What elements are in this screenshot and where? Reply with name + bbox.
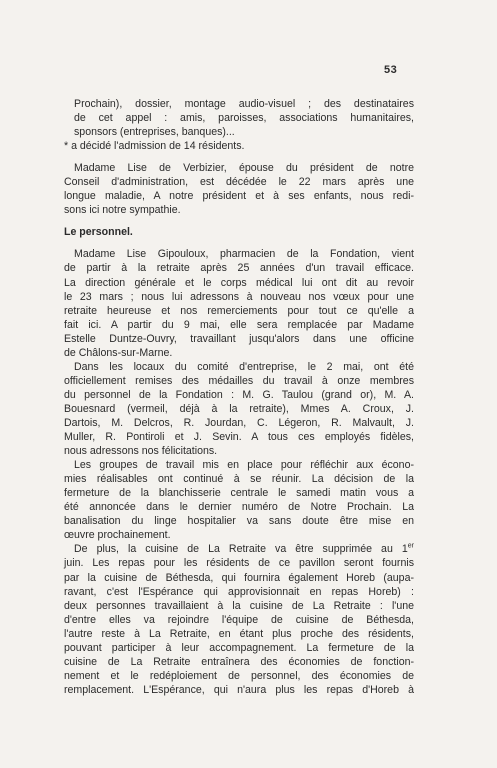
text-line: cuisine de La Retraite entraînera des économies de fonction- (64, 655, 414, 668)
text-line: du personnel de la Fondation : M. G. Taulou (grand or), M. A. (64, 388, 414, 401)
text-line: Conseil d'administration, est décédée le 22 mars après une (64, 176, 414, 189)
text-line: nous adressons nos félicitations. (64, 445, 218, 458)
text-line: banalisation du linge hospitalier va sans doute être mise en (64, 515, 414, 528)
text-line: l'autre reste à La Retraite, en étant plus proche des résidents, (64, 627, 414, 640)
document-body (64, 97, 414, 697)
text-line: Prochain), dossier, montage audio-visuel ; des destinataires (74, 98, 414, 110)
text-line: Les groupes de travail mis en place pour réfléchir aux écono- (74, 459, 414, 472)
text-line: longue maladie, A notre président et à ses enfants, nous redi- (64, 190, 414, 203)
text-line: pouvant participer à leur accompagnement. La fermeture de la (64, 641, 414, 654)
bullet-line: * a décidé l'admission de 14 résidents. (64, 140, 245, 153)
text-line: La direction générale et le corps médical lui ont dit au revoir (64, 276, 414, 289)
text-line: Dartois, M. Delcros, R. Jourdan, C. Légeron, R. Malvault, J. (64, 416, 414, 429)
text-line: Bouesnard (vermeil, déjà à la retraite), Mmes A. Croux, J. (64, 402, 414, 415)
text-line: juin. Les repas pour les résidents de ce pavillon seront fournis (64, 557, 414, 570)
text-line: le 23 mars ; nous lui adressons à nouveau nos vœux pour une (64, 290, 414, 303)
text-line: ravant, c'est l'Espérance qui approvisionnait en repas Horeb) : (64, 585, 414, 598)
text-line: Dans les locaux du comité d'entreprise, le 2 mai, ont été (74, 360, 414, 373)
section-heading: Le personnel. (64, 226, 133, 239)
text-line: été annoncée dans le dernier numéro de Notre Prochain. La (64, 501, 414, 514)
text-line: deux personnes travaillaient à la cuisine de La Retraite : l'une (64, 599, 414, 612)
text-line: Madame Lise Gipouloux, pharmacien de la Fondation, vient (74, 248, 414, 261)
text-line: sponsors (entreprises, banques)... (74, 126, 235, 139)
text-line: officiellement remises des médailles du travail à onze membres (64, 374, 414, 387)
text-line: retraite heureuse et nos remerciements pour tout ce qu'elle a (64, 304, 414, 317)
text-line: de cet appel : amis, paroisses, associations humanitaires, (74, 112, 414, 125)
text-line: œuvre prochainement. (64, 529, 171, 542)
text-line: d'entre elles va rejoindre l'équipe de cuisine de Béthesda, (64, 613, 414, 626)
text-line: fait ici. A partir du 9 mai, elle sera remplacée par Madame (64, 318, 414, 331)
text-line: Estelle Duntze-Ouvry, travaillant jusqu'alors dans une officine (64, 332, 414, 345)
text-line: de partir à la retraite après 25 années d'un travail efficace. (64, 262, 414, 275)
text-line: fermeture de la blanchisserie centrale le samedi matin vous a (64, 487, 414, 500)
text-line: remplacement. L'Espérance, qui n'aura plus les repas d'Horeb à (64, 683, 414, 696)
text-line: De plus, la cuisine de La Retraite va être supprimée au 1er (74, 542, 414, 556)
text-line: sons ici notre sympathie. (64, 204, 181, 217)
text-line: Muller, R. Pontiroli et J. Sevin. A tous ces employés fidèles, (64, 431, 414, 444)
text-line: Madame Lise de Verbizier, épouse du président de notre (74, 162, 414, 175)
text-line: mies réalisables ont continué à se réunir. La décision de la (64, 473, 414, 486)
text-line: de Châlons-sur-Marne. (64, 346, 173, 359)
page-number: 53 (384, 64, 398, 76)
text-line: par la cuisine de Béthesda, qui fournira également Horeb (aupa- (64, 571, 414, 584)
text-line: nement et le redéploiement de personnel, des économies de (64, 669, 414, 682)
